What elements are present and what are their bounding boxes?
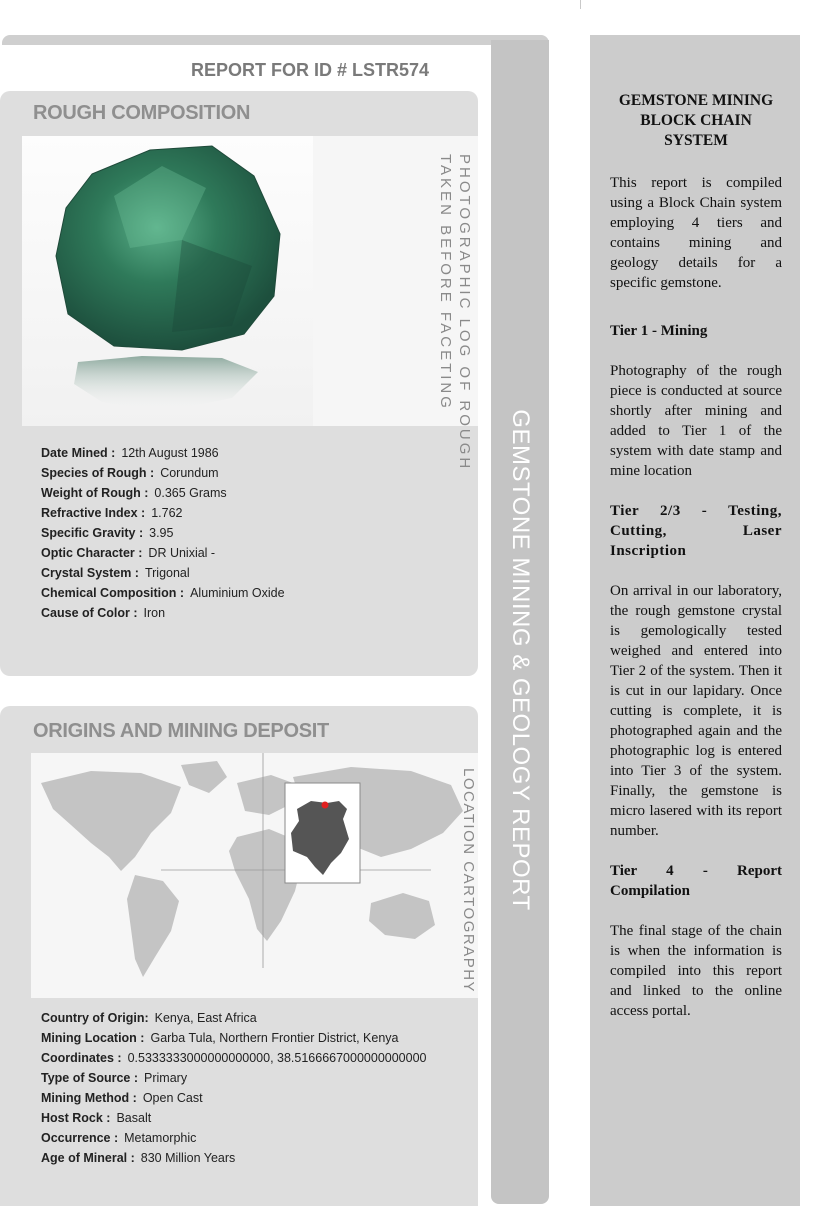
detail-label: Weight of Rough : [41,486,149,500]
photo-caption-line-1: PHOTOGRAPHIC LOG OF ROUGH [456,154,473,472]
detail-value: Basalt [116,1111,152,1125]
map-caption-area [460,768,478,994]
origins-title: ORIGINS AND MINING DEPOSIT [33,720,329,742]
detail-row [41,1048,426,1068]
detail-row [41,603,285,623]
detail-value: Corundum [160,466,219,480]
detail-label: Host Rock : [41,1111,111,1125]
rough-details [41,443,285,623]
detail-value: 1.762 [151,506,183,520]
location-map [31,753,478,998]
detail-label: Date Mined : [41,446,116,460]
tier1-heading: Tier 1 - Mining [610,323,708,339]
photo-caption-area [313,136,478,472]
detail-value: 0.5333333000000000000, 38.5166667000000000000 [127,1051,427,1065]
detail-label: Chemical Composition : [41,586,185,600]
detail-label: Species of Rough : [41,466,155,480]
detail-label: Mining Location : [41,1031,145,1045]
detail-row [41,1128,426,1148]
detail-label: Refractive Index : [41,506,146,520]
detail-row [41,563,285,583]
detail-row [41,443,285,463]
detail-value: DR Unixial - [148,546,216,560]
blockchain-sidebar [590,35,800,1206]
detail-label: Cause of Color : [41,606,138,620]
tier23-heading: Tier 2/3 - Testing, Cutting, Laser Inscription [610,503,782,559]
sidebar-content [610,91,782,1041]
detail-row [41,1028,426,1048]
origins-details [41,1008,426,1168]
detail-label: Occurrence : [41,1131,119,1145]
detail-value: 3.95 [149,526,174,540]
detail-value: Garba Tula, Northern Frontier District, Kenya [150,1031,399,1045]
location-marker-icon [322,802,329,809]
rough-composition-title: ROUGH COMPOSITION [33,102,251,124]
tier4-text: The final stage of the chain is when the information is compiled into this report and linked to the online access portal. [610,923,782,1019]
detail-row [41,523,285,543]
map-caption: LOCATION CARTOGRAPHY [460,768,477,994]
detail-row [41,1008,426,1028]
detail-value: 830 Million Years [140,1151,236,1165]
banner-title: GEMSTONE MINING & GEOLOGY REPORT [507,409,534,911]
detail-value: Metamorphic [124,1131,197,1145]
detail-value: Trigonal [144,566,190,580]
detail-row [41,1088,426,1108]
report-id: REPORT FOR ID # LSTR574 [191,60,430,80]
detail-label: Mining Method : [41,1091,137,1105]
sidebar-intro: This report is compiled using a Block Chain system employing 4 tiers and contains mining and geology details for a specific gemstone. [610,175,782,291]
detail-label: Optic Character : [41,546,143,560]
detail-value: Open Cast [142,1091,203,1105]
photo-caption-line-2: TAKEN BEFORE FACETING [437,154,454,411]
detail-label: Type of Source : [41,1071,139,1085]
top-tick-mark [580,0,581,9]
detail-label: Specific Gravity : [41,526,144,540]
detail-label: Crystal System : [41,566,139,580]
detail-row [41,1108,426,1128]
detail-value: Kenya, East Africa [154,1011,257,1025]
detail-value: 0.365 Grams [154,486,227,500]
world-map-image [31,753,478,998]
detail-value: 12th August 1986 [121,446,219,460]
detail-label: Age of Mineral : [41,1151,135,1165]
detail-row [41,503,285,523]
detail-row [41,483,285,503]
report-banner [491,40,549,1204]
tier4-heading: Tier 4 - Report Compilation [610,863,782,899]
detail-row [41,583,285,603]
rough-photo [22,136,313,426]
tier1-text: Photography of the rough piece is conducted at source shortly after mining and added to Tier 1 of the system with date stamp and mine location [610,363,782,479]
gemstone-image [22,136,313,426]
detail-row [41,1068,426,1088]
detail-row [41,463,285,483]
detail-value: Aluminium Oxide [190,586,285,600]
tier23-text: On arrival in our laboratory, the rough gemstone crystal is gemologically tested weighed and entered into Tier 2 of the system. Then it is cut in our lapidary. Once cutting is complete, it is photographed again and the photographic log is entered into Tier 3 of the system. Finally, the gemstone is micro lasered with its report number. [610,583,782,839]
detail-value: Primary [144,1071,188,1085]
detail-label: Coordinates : [41,1051,122,1065]
detail-value: Iron [143,606,166,620]
detail-row [41,543,285,563]
detail-row [41,1148,426,1168]
detail-label: Country of Origin: [41,1011,149,1025]
sidebar-title: GEMSTONE MINING BLOCK CHAIN SYSTEM [618,92,774,149]
